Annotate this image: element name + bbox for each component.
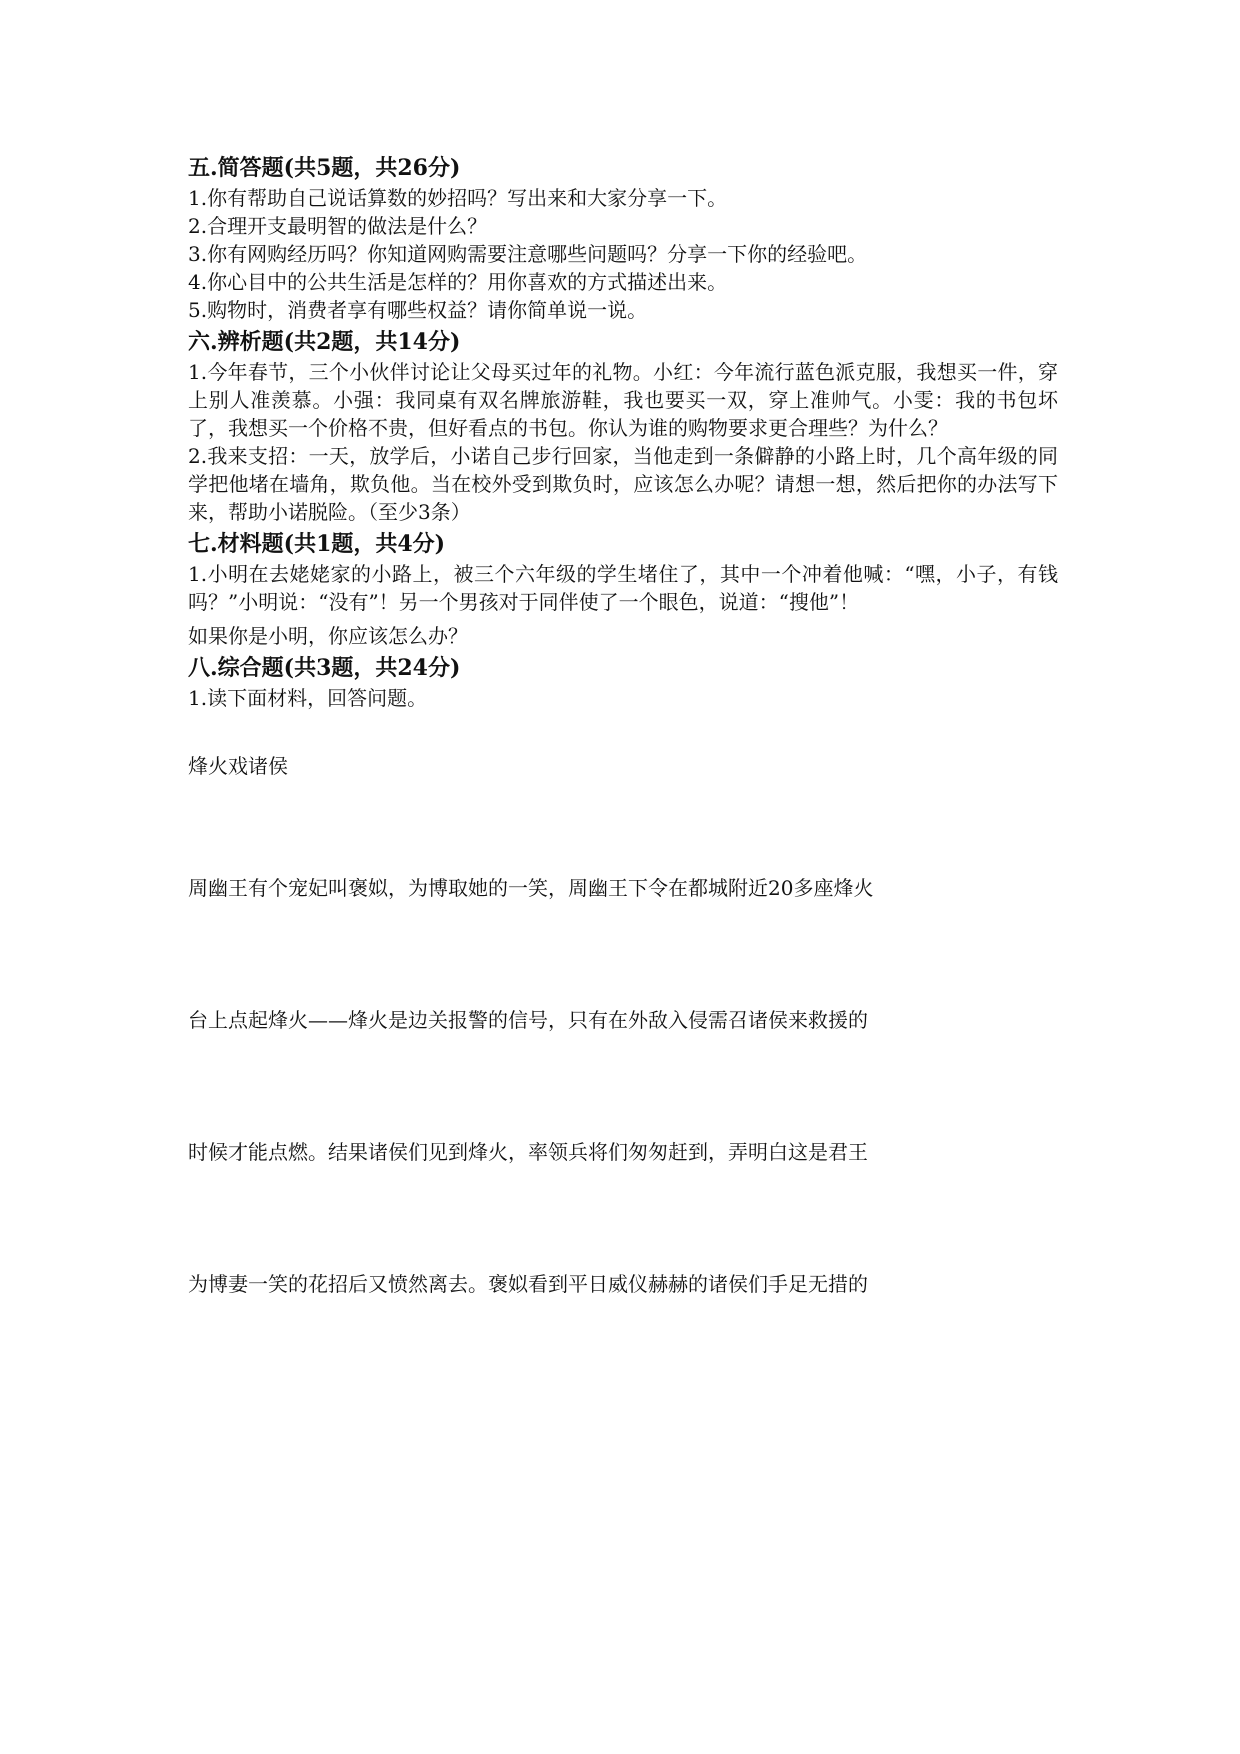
reading-passage xyxy=(188,752,1058,1298)
exam-page xyxy=(188,150,1058,1298)
question-item: 2.合理开支最明智的做法是什么？ xyxy=(188,214,488,238)
section-title: 七.材料题(共1题，共4分) xyxy=(188,531,446,557)
section-analysis xyxy=(188,326,1058,526)
section-title: 六.辨析题(共2题，共14分) xyxy=(188,329,461,355)
reading-line: 为博妻一笑的花招后又愤然离去。褒姒看到平日威仪赫赫的诸侯们手足无措的 xyxy=(188,1272,868,1296)
question-prompt: 如果你是小明，你应该怎么办？ xyxy=(188,624,468,648)
section-title: 八.综合题(共3题，共24分) xyxy=(188,655,461,681)
reading-line: 台上点起烽火——烽火是边关报警的信号，只有在外敌入侵需召诸侯来救援的 xyxy=(188,1008,868,1032)
reading-line: 时候才能点燃。结果诸侯们见到烽火，率领兵将们匆匆赶到，弄明白这是君王 xyxy=(188,1140,868,1164)
reading-title: 烽火戏诸侯 xyxy=(188,754,288,778)
question-item: 1.读下面材料，回答问题。 xyxy=(188,686,428,710)
section-comprehensive xyxy=(188,652,1058,712)
question-item: 1.小明在去姥姥家的小路上，被三个六年级的学生堵住了，其中一个冲着他喊：“嘿，小子，有钱吗？”小明说：“没有”！另一个男孩对于同伴使了一个眼色，说道：“搜他”！ xyxy=(188,562,1058,614)
question-item: 4.你心目中的公共生活是怎样的？用你喜欢的方式描述出来。 xyxy=(188,270,728,294)
question-item: 1.今年春节，三个小伙伴讨论让父母买过年的礼物。小红：今年流行蓝色派克服，我想买一件，穿上别人准羡慕。小强：我同桌有双名牌旅游鞋，我也要买一双，穿上准帅气。小雯：我的书包坏了，我想买一个价格不贵，但好看点的书包。你认为谁的购物要求更合理些？为什么？ xyxy=(188,360,1058,440)
section-title: 五.简答题(共5题，共26分) xyxy=(188,155,461,181)
section-short-answer xyxy=(188,152,1058,324)
question-item: 3.你有网购经历吗？你知道网购需要注意哪些问题吗？分享一下你的经验吧。 xyxy=(188,242,868,266)
question-item: 1.你有帮助自己说话算数的妙招吗？写出来和大家分享一下。 xyxy=(188,186,728,210)
question-item: 2.我来支招：一天，放学后，小诺自己步行回家，当他走到一条僻静的小路上时，几个高年级的同学把他堵在墙角，欺负他。当在校外受到欺负时，应该怎么办呢？请想一想，然后把你的办法写下来，帮助小诺脱险。（至少3条） xyxy=(188,444,1058,524)
reading-line: 周幽王有个宠妃叫褒姒，为博取她的一笑，周幽王下令在都城附近20多座烽火 xyxy=(188,876,874,900)
question-item: 5.购物时，消费者享有哪些权益？请你简单说一说。 xyxy=(188,298,648,322)
section-material xyxy=(188,528,1058,650)
